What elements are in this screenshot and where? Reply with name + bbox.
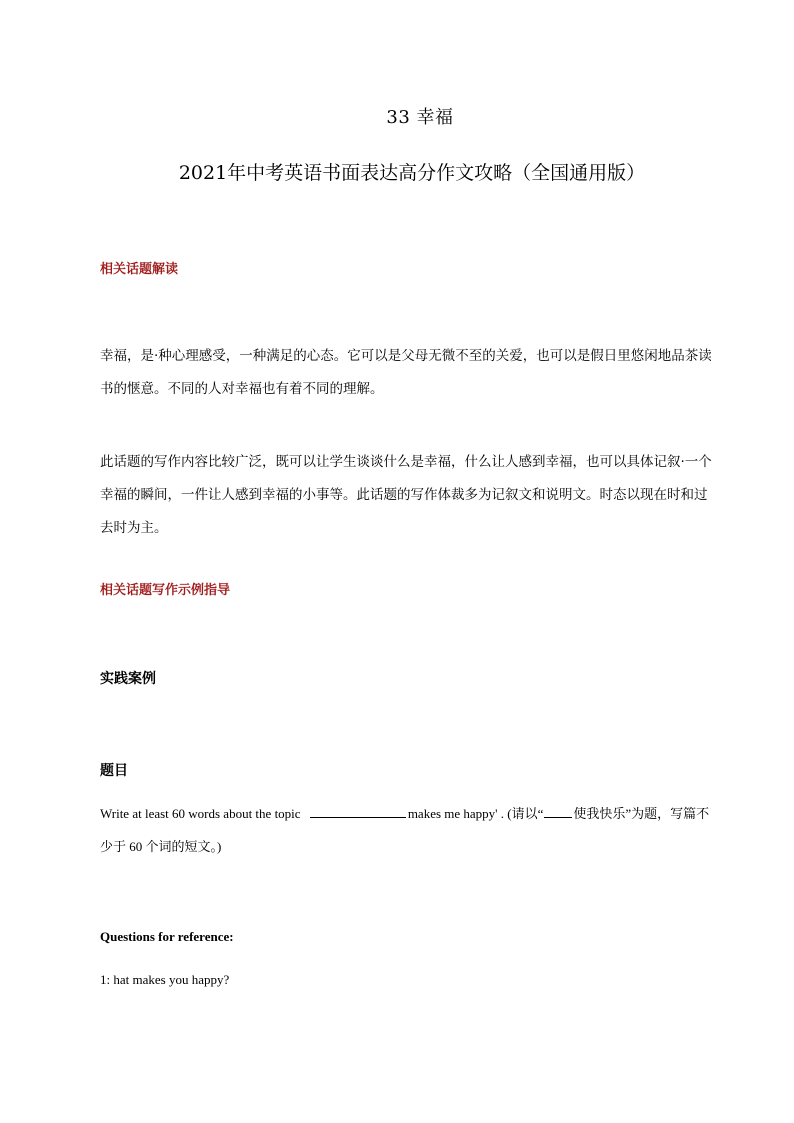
prompt-text-part2: makes me happy' . (请以“: [407, 806, 544, 821]
prompt-text-part3: 使我快乐”为题，写篇不少于 60 个词的短文。): [100, 806, 710, 854]
practice-case-heading: 实践案例: [100, 671, 156, 687]
section-heading-writing-guide: 相关话题写作示例指导: [100, 583, 231, 598]
section-heading-topic-interpretation: 相关话题解读: [100, 262, 179, 277]
fill-in-blank: [310, 805, 406, 818]
document-main-title: 2021年中考英语书面表达高分作文攻略（全国通用版）: [178, 162, 646, 184]
interpretation-paragraph-1: 幸福，是·种心理感受，一种满足的心态。它可以是父母无微不至的关爱，也可以是假日里悠闲地品茶读书的惬意。不同的人对幸福也有着不同的理解。: [100, 348, 712, 397]
fill-in-blank-small: [544, 805, 572, 818]
question-item-1: 1: hat makes you happy?: [100, 972, 230, 987]
prompt-text-part1: Write at least 60 words about the topic: [100, 806, 301, 821]
questions-heading: Questions for reference:: [100, 929, 234, 944]
chapter-number-title: 33 幸福: [386, 107, 454, 128]
interpretation-paragraph-2: 此话题的写作内容比较广泛，既可以让学生谈谈什么是幸福，什么让人感到幸福，也可以具体记叙·一个幸福的瞬间，一件让人感到幸福的小事等。此话题的写作体裁多为记叙文和说明文。时态以现在时和过去时为主。: [100, 454, 712, 536]
writing-prompt: [100, 797, 722, 863]
topic-heading: 题目: [100, 763, 128, 779]
